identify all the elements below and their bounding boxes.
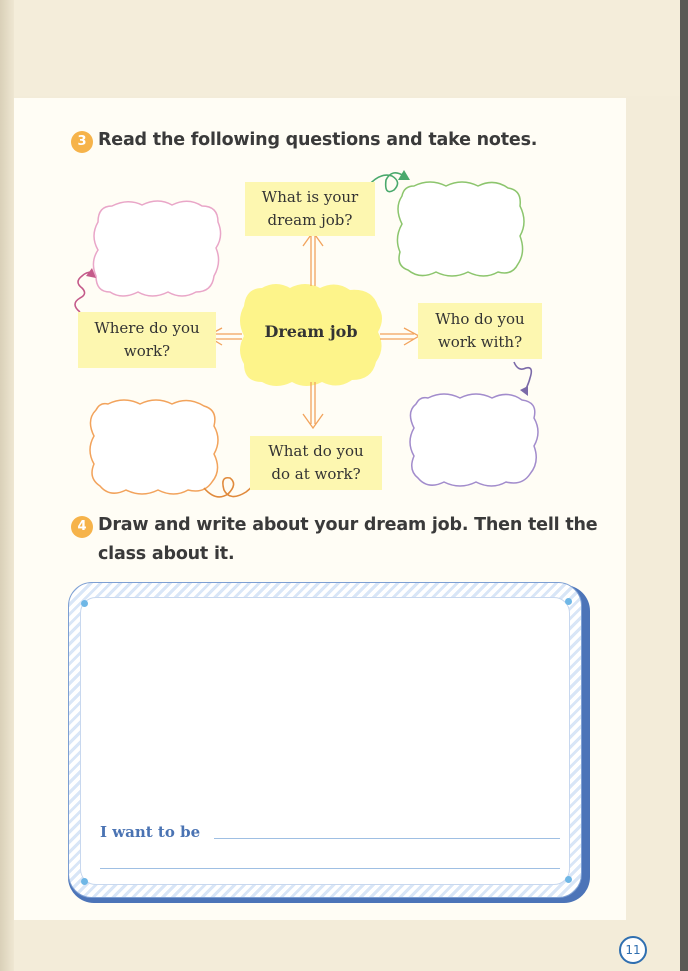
curl-pink-arrow-icon xyxy=(75,272,92,312)
writing-prompt: I want to be xyxy=(100,823,201,841)
question-what-do-line1: What do you xyxy=(268,442,364,460)
question-dream-job xyxy=(245,182,375,236)
task-4-number-badge: 4 xyxy=(71,516,93,538)
writing-line-2[interactable] xyxy=(100,868,560,869)
frame-corner-dot xyxy=(81,878,88,885)
question-dream-job-line1: What is your xyxy=(261,188,359,206)
curl-purple-arrow-icon xyxy=(514,362,531,392)
mindmap-center-label: Dream job xyxy=(264,322,358,341)
question-what-do-at-work xyxy=(250,436,382,490)
question-where-work-line1: Where do you xyxy=(94,319,200,337)
task-3-instruction: Read the following questions and take notes. xyxy=(98,130,538,150)
page-number: 11 xyxy=(619,936,647,964)
notes-cloud-purple xyxy=(410,394,538,486)
task-4-instruction-line1: Draw and write about your dream job. Then tell the xyxy=(98,515,598,535)
question-what-do-line2: do at work? xyxy=(271,465,361,483)
notes-cloud-orange xyxy=(90,400,218,494)
frame-corner-dot xyxy=(565,876,572,883)
frame-corner-dot xyxy=(565,598,572,605)
task-3-number-badge: 3 xyxy=(71,131,93,153)
task-4-instruction-line2: class about it. xyxy=(98,544,235,564)
drawing-area[interactable] xyxy=(80,597,570,885)
frame-corner-dot xyxy=(81,600,88,607)
question-where-work xyxy=(78,312,216,368)
question-who-work-with xyxy=(418,303,542,359)
question-who-work-with-line1: Who do you xyxy=(435,310,525,328)
question-dream-job-line2: dream job? xyxy=(267,211,353,229)
writing-line-1[interactable] xyxy=(214,838,560,839)
notes-cloud-green xyxy=(397,182,524,276)
question-who-work-with-line2: work with? xyxy=(437,333,523,351)
question-where-work-line2: work? xyxy=(123,342,171,360)
notes-cloud-pink xyxy=(93,201,220,296)
